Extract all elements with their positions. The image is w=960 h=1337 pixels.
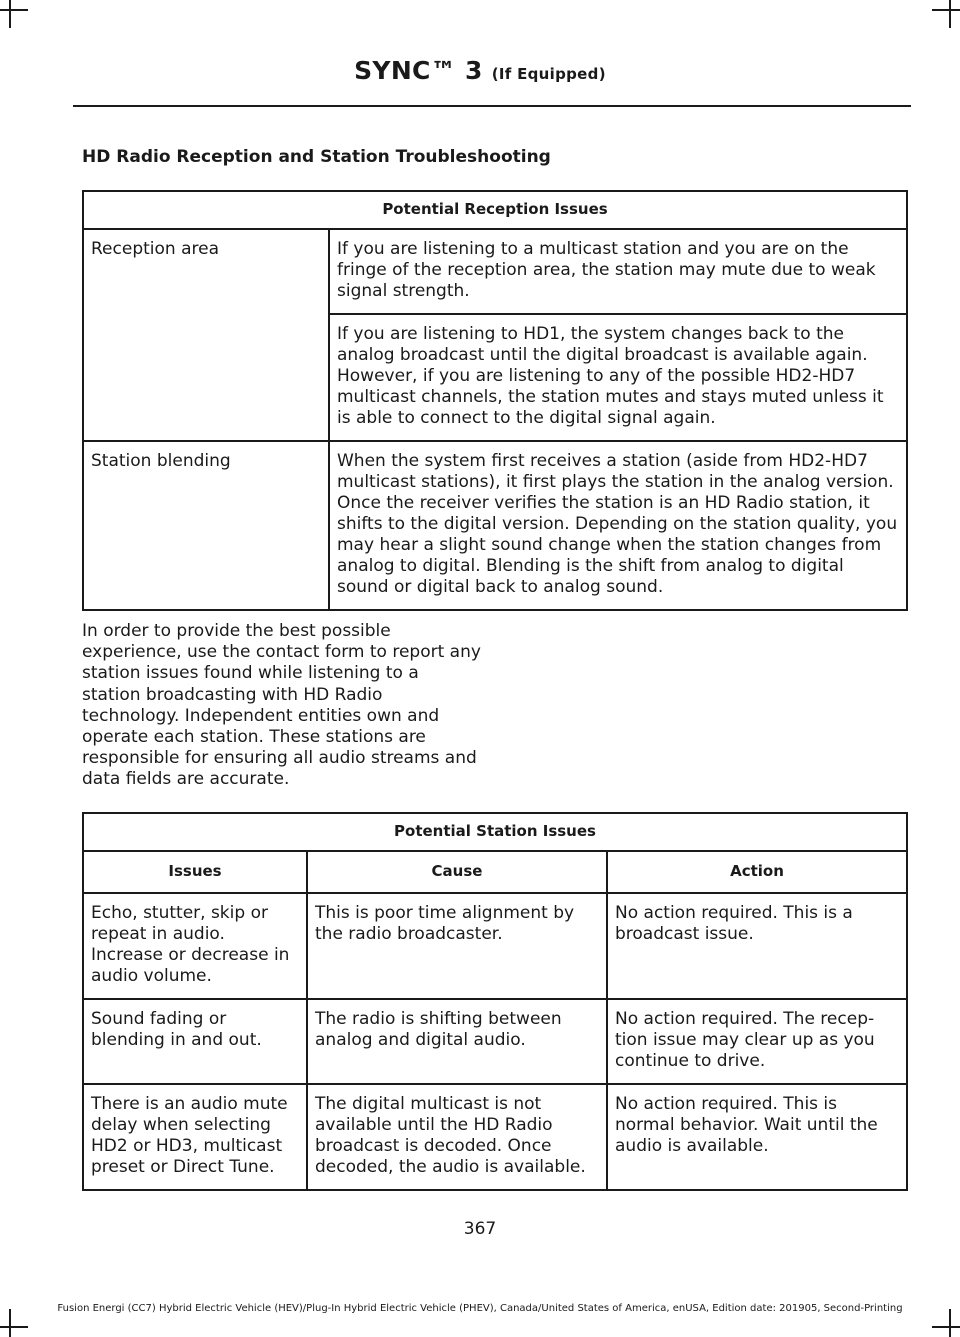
- station-issues-table: [82, 812, 908, 1191]
- header-divider: [73, 105, 911, 107]
- station-cause-cell: The radio is shifting between analog and digital audio.: [307, 999, 607, 1084]
- station-cause-cell: The digital multicast is not available until the HD Radio broadcast is decoded. Once decoded, the audio is available.: [307, 1084, 607, 1190]
- table-row: [83, 229, 907, 314]
- crop-mark-bottom-right-h: [932, 1326, 960, 1328]
- reception-issue-cell-continued: [83, 314, 329, 441]
- column-header-cause: Cause: [307, 851, 607, 893]
- station-issue-cell: There is an audio mute delay when selecting HD2 or HD3, multicast preset or Direct Tune.: [83, 1084, 307, 1190]
- reception-description-cell: When the system first receives a station (aside from HD2-HD7 multicast stations), it first plays the station in the analog version. Once the receiver verifies the station is an HD Radio station, it shifts to the digital version. Depending on the station quality, you may hear a slight sound change when the station changes from analog to digital. Blending is the shift from analog to digital sound or digital back to analog sound.: [329, 441, 907, 610]
- page-number: 367: [463, 1219, 497, 1239]
- reception-issue-cell: Reception area: [83, 229, 329, 314]
- crop-mark-top-left: [9, 0, 11, 28]
- station-action-cell: No action required. This is normal behavior. Wait until the audio is available.: [607, 1084, 907, 1190]
- body-paragraph: In order to provide the best possible experience, use the contact form to report any station issues found while listening to a station broadcasting with HD Radio technology. Independent entities own and operate each station. These stations are responsible for ensuring all audio streams and data fields are accurate.: [82, 621, 481, 790]
- table-header-row: [83, 851, 907, 893]
- reception-issues-table: [82, 190, 908, 611]
- page-header-title: [0, 56, 960, 85]
- reception-issue-cell: Station blending: [83, 441, 329, 610]
- crop-mark-top-right: [949, 0, 951, 28]
- station-action-cell: No action required. This is a broadcast issue.: [607, 893, 907, 999]
- table-row: [83, 999, 907, 1084]
- section-heading: HD Radio Reception and Station Troubleshooting: [82, 147, 551, 167]
- table-row: [83, 314, 907, 441]
- header-title-suffix: (If Equipped): [491, 65, 606, 83]
- station-issue-cell: Sound fading or blending in and out.: [83, 999, 307, 1084]
- header-title-main: SYNC™ 3: [354, 56, 483, 85]
- crop-mark-top-left-h: [0, 9, 28, 11]
- table-row: [83, 893, 907, 999]
- reception-table-caption: Potential Reception Issues: [83, 191, 907, 229]
- page-footer: Fusion Energi (CC7) Hybrid Electric Vehicle (HEV)/Plug-In Hybrid Electric Vehicle (PHEV), Canada/United States of America, enUSA, Edition date: 201905, Second-Printing: [57, 1303, 903, 1314]
- table-row: [83, 1084, 907, 1190]
- station-issue-cell: Echo, stutter, skip or repeat in audio. Increase or decrease in audio volume.: [83, 893, 307, 999]
- column-header-action: Action: [607, 851, 907, 893]
- crop-mark-top-right-h: [932, 9, 960, 11]
- station-table-caption: Potential Station Issues: [83, 813, 907, 851]
- crop-mark-bottom-left-h: [0, 1326, 28, 1328]
- reception-description-cell: If you are listening to a multicast station and you are on the fringe of the reception area, the station may mute due to weak signal strength.: [329, 229, 907, 314]
- column-header-issues: Issues: [83, 851, 307, 893]
- station-cause-cell: This is poor time alignment by the radio broadcaster.: [307, 893, 607, 999]
- station-action-cell: No action required. The recep-tion issue may clear up as you continue to drive.: [607, 999, 907, 1084]
- reception-description-cell: If you are listening to HD1, the system changes back to the analog broadcast until the digital broadcast is available again. However, if you are listening to any of the possible HD2-HD7 multicast channels, the station mutes and stays muted unless it is able to connect to the digital signal again.: [329, 314, 907, 441]
- table-row: [83, 441, 907, 610]
